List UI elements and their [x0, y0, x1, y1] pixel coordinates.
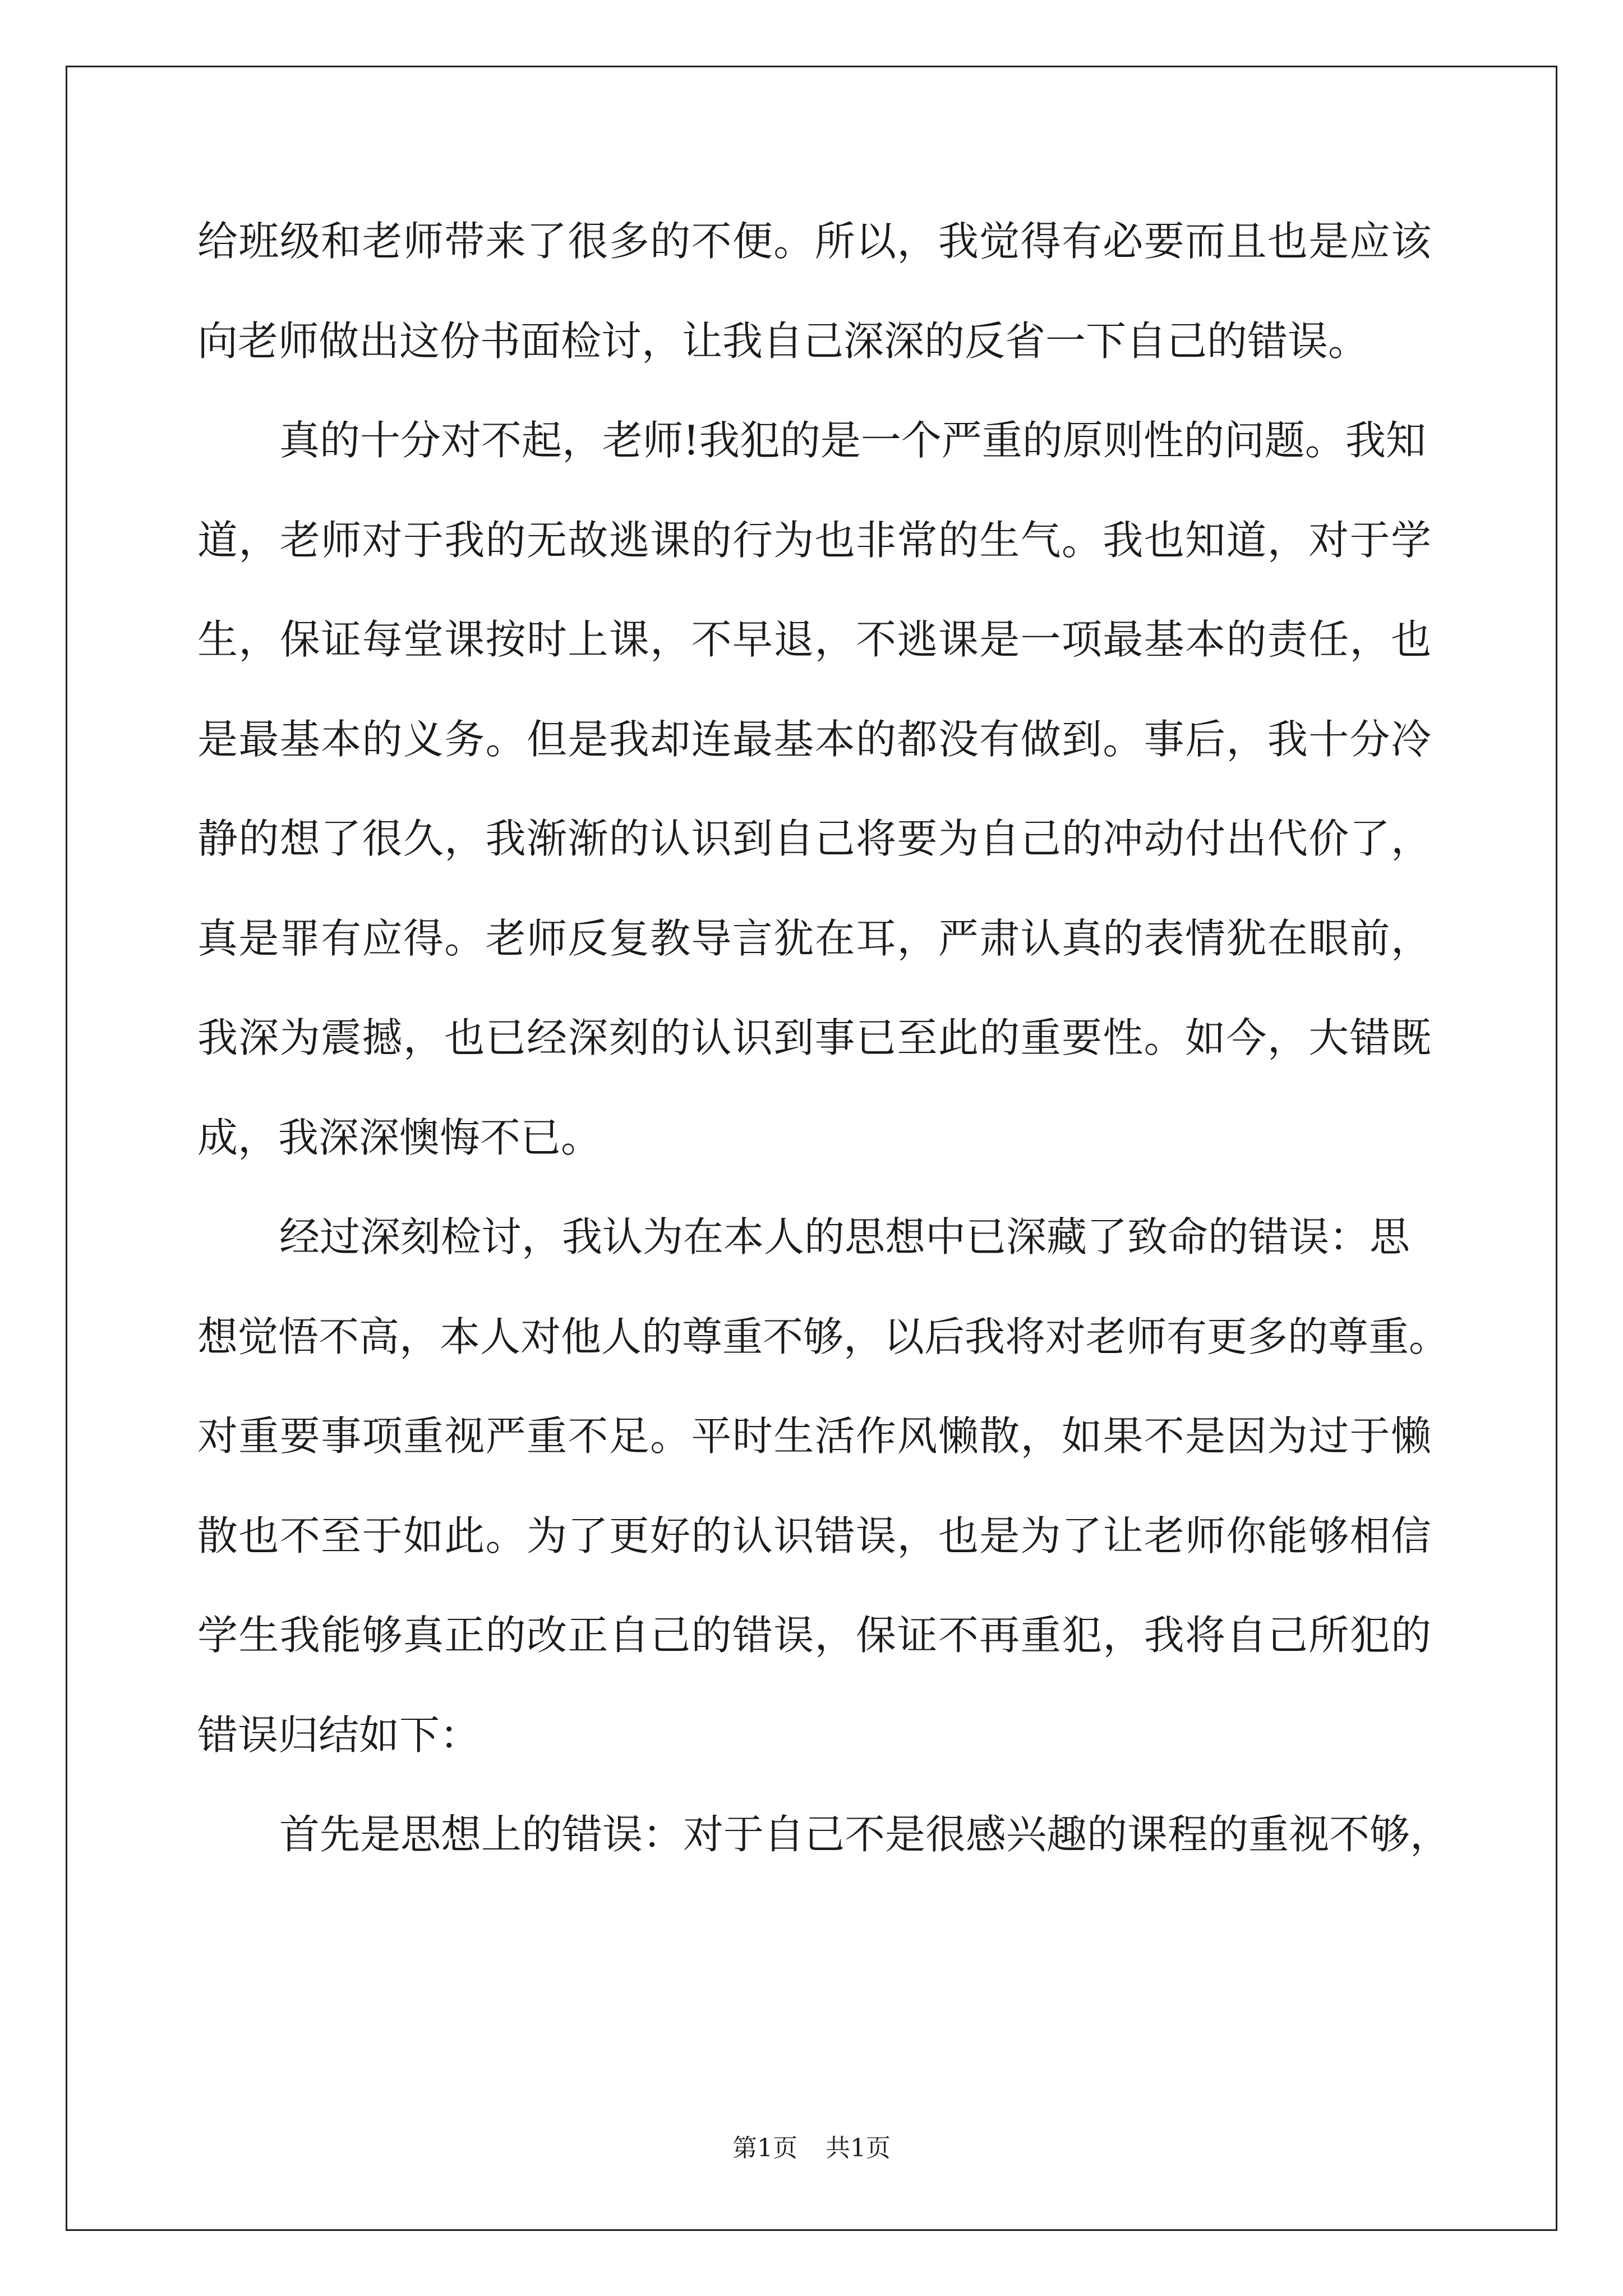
text-line	[197, 1115, 1431, 1215]
text-line-content: 成，我深深懊悔不已。	[197, 1114, 602, 1161]
text-line	[197, 319, 1431, 418]
text-line-content: 经过深刻检讨，我认为在本人的思想中已深藏了致命的错误：思	[279, 1213, 1410, 1260]
page-number: 第1页	[732, 2134, 797, 2162]
page-total: 共1页	[826, 2134, 891, 2162]
text-line-content: 散也不至于如此。为了更好的认识错误，也是为了让老师你能够相信	[197, 1512, 1431, 1559]
text-line	[197, 1313, 1450, 1414]
text-line-content: 真是罪有应得。老师反复教导言犹在耳，严肃认真的表情犹在眼前，	[197, 914, 1431, 962]
text-line	[197, 418, 1431, 518]
page-footer	[0, 2132, 1623, 2165]
text-line	[197, 916, 1431, 1016]
text-line-content: 给班级和老师带来了很多的不便。所以，我觉得有必要而且也是应该	[197, 218, 1431, 265]
text-line-content: 是最基本的义务。但是我却连最基本的都没有做到。事后，我十分冷	[197, 715, 1431, 763]
text-line	[197, 617, 1431, 717]
text-line	[197, 1811, 1451, 1912]
text-line	[197, 1414, 1431, 1513]
text-line-content: 道，老师对于我的无故逃课的行为也非常的生气。我也知道，对于学	[197, 516, 1431, 564]
text-line-content: 首先是思想上的错误：对于自己不是很感兴趣的课程的重视不够，	[279, 1811, 1451, 1858]
text-line	[197, 1513, 1431, 1613]
text-line-content: 错误归结如下：	[197, 1711, 481, 1759]
text-line-content: 向老师做出这份书面检讨，让我自己深深的反省一下自己的错误。	[197, 317, 1369, 365]
text-line-content: 想觉悟不高，本人对他人的尊重不够，以后我将对老师有更多的尊重。	[197, 1313, 1450, 1360]
text-line	[197, 1613, 1431, 1713]
text-line-content: 学生我能够真正的改正自己的错误，保证不再重犯，我将自己所犯的	[197, 1612, 1431, 1659]
text-line	[197, 1015, 1431, 1115]
text-line	[197, 518, 1431, 618]
text-line-content: 静的想了很久，我渐渐的认识到自己将要为自己的冲动付出代价了，	[197, 815, 1431, 862]
text-line-content: 对重要事项重视严重不足。平时生活作风懒散，如果不是因为过于懒	[197, 1412, 1431, 1460]
text-line-content: 生，保证每堂课按时上课，不早退，不逃课是一项最基本的责任，也	[197, 616, 1431, 663]
text-line-content: 我深为震撼，也已经深刻的认识到事已至此的重要性。如今，大错既	[197, 1014, 1431, 1061]
document-body	[197, 218, 1451, 1912]
text-line-content: 真的十分对不起，老师!我犯的是一个严重的原则性的问题。我知	[279, 417, 1426, 464]
text-line	[197, 1214, 1431, 1314]
text-line	[197, 219, 1431, 319]
text-line	[197, 816, 1431, 916]
text-line	[197, 1713, 1431, 1812]
text-line	[197, 717, 1431, 817]
